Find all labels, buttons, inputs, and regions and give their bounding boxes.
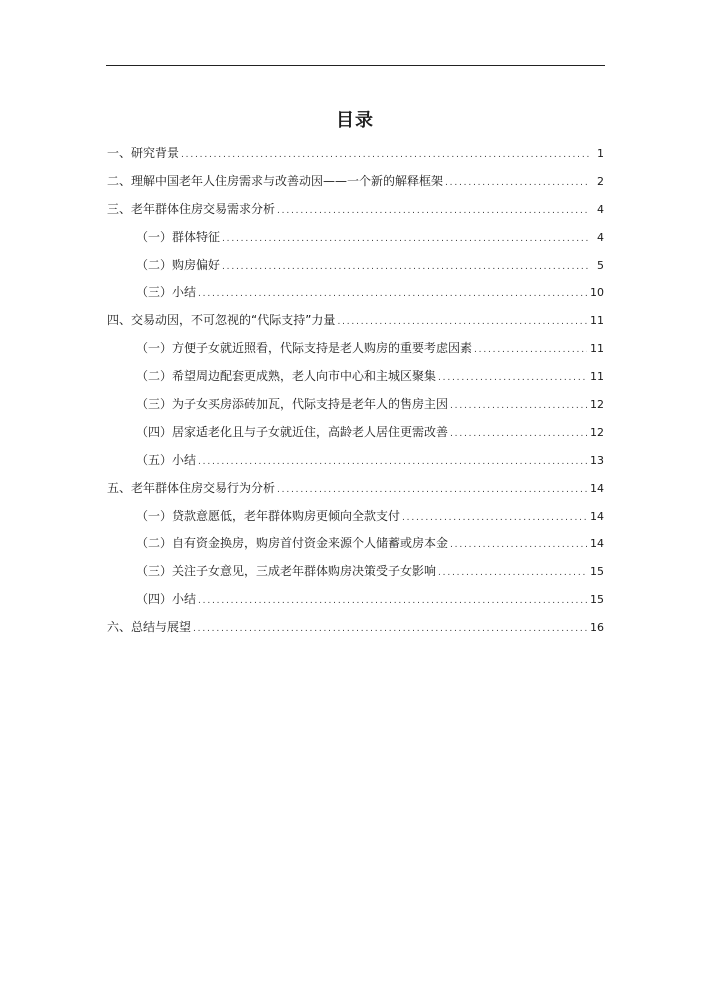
toc-dot-leader [450,532,587,560]
toc-entry[interactable] [107,335,604,363]
toc-dot-leader [438,365,587,393]
toc-entry-page-number: 15 [590,593,604,607]
toc-entry[interactable] [107,558,604,586]
toc-dot-leader [438,560,587,588]
toc-dot-leader [198,449,587,477]
toc-dot-leader [450,421,587,449]
toc-entry[interactable] [107,447,604,475]
toc-entry-page-number: 4 [597,202,604,216]
toc-dot-leader [222,254,589,282]
toc-entry[interactable] [107,307,604,335]
toc-entry-page-number: 14 [590,537,604,551]
toc-entry-label: 一、研究背景 [107,146,180,160]
toc-dot-leader [277,477,587,505]
toc-dot-leader [402,505,587,533]
toc-entry-label: （二）购房偏好 [136,257,221,272]
toc-entry[interactable] [107,252,604,280]
toc-entry[interactable] [107,279,604,307]
toc-entry-label: 四、交易动因，不可忽视的“代际支持”力量 [107,313,336,328]
toc-entry-label: （三）小结 [136,285,197,300]
toc-entry[interactable] [107,614,604,642]
toc-entry[interactable] [107,363,604,391]
toc-dot-leader [337,309,587,337]
toc-entry[interactable] [107,475,604,503]
toc-entry-label: （三）关注子女意见，三成老年群体购房决策受子女影响 [136,564,437,579]
toc-dot-leader [198,281,587,309]
toc-entry-label: 二、理解中国老年人住房需求与改善动因——一个新的解释框架 [107,173,444,188]
toc-entry-label: （二）自有资金换房，购房首付资金来源个人储蓄或房本金 [136,536,449,551]
toc-entry[interactable] [107,586,604,614]
toc-entry[interactable] [107,168,604,196]
toc-entry-page-number: 12 [590,425,604,439]
toc-entry-label: （一）贷款意愿低，老年群体购房更倾向全款支付 [136,508,401,523]
toc-dot-leader [277,198,589,226]
toc-entry[interactable] [107,196,604,224]
toc-entry-page-number: 13 [590,453,604,467]
toc-dot-leader [450,393,587,421]
toc-title: 目录 [336,110,374,131]
toc-dot-leader [445,170,589,198]
toc-dot-leader [222,226,589,254]
table-of-contents [107,140,604,642]
toc-dot-leader [198,588,587,616]
toc-entry-page-number: 2 [597,174,604,188]
toc-entry[interactable] [107,391,604,419]
toc-entry-label: （五）小结 [136,452,197,467]
toc-entry-label: （三）为子女买房添砖加瓦，代际支持是老年人的售房主因 [136,397,449,412]
toc-entry-label: （一）群体特征 [136,229,221,244]
toc-entry[interactable] [107,224,604,252]
toc-entry-label: （四）居家适老化且与子女就近住，高龄老人居住更需改善 [136,424,449,439]
toc-entry-page-number: 11 [590,342,604,356]
toc-entry-label: 三、老年群体住房交易需求分析 [107,201,276,216]
toc-entry-page-number: 15 [590,565,604,579]
toc-entry-page-number: 16 [590,621,604,635]
toc-entry-page-number: 14 [590,509,604,523]
toc-dot-leader [474,337,587,365]
toc-entry-label: （一）方便子女就近照看，代际支持是老人购房的重要考虑因素 [136,341,473,356]
toc-entry[interactable] [107,503,604,531]
toc-entry[interactable] [107,419,604,447]
toc-entry-page-number: 4 [597,230,604,244]
toc-entry-page-number: 11 [590,370,604,384]
toc-entry-page-number: 12 [590,398,604,412]
toc-entry[interactable] [107,140,604,168]
toc-dot-leader [181,142,589,170]
toc-entry-label: 六、总结与展望 [107,620,192,635]
toc-entry-page-number: 10 [590,286,604,300]
toc-entry-page-number: 11 [590,314,604,328]
toc-entry-page-number: 1 [597,147,604,160]
toc-entry-label: （四）小结 [136,592,197,607]
header-rule [106,65,605,66]
toc-entry-page-number: 14 [590,481,604,495]
toc-entry-label: 五、老年群体住房交易行为分析 [107,480,276,495]
toc-entry-label: （二）希望周边配套更成熟，老人向市中心和主城区聚集 [136,369,437,384]
toc-entry[interactable] [107,530,604,558]
toc-entry-page-number: 5 [597,258,604,272]
toc-dot-leader [193,616,587,644]
